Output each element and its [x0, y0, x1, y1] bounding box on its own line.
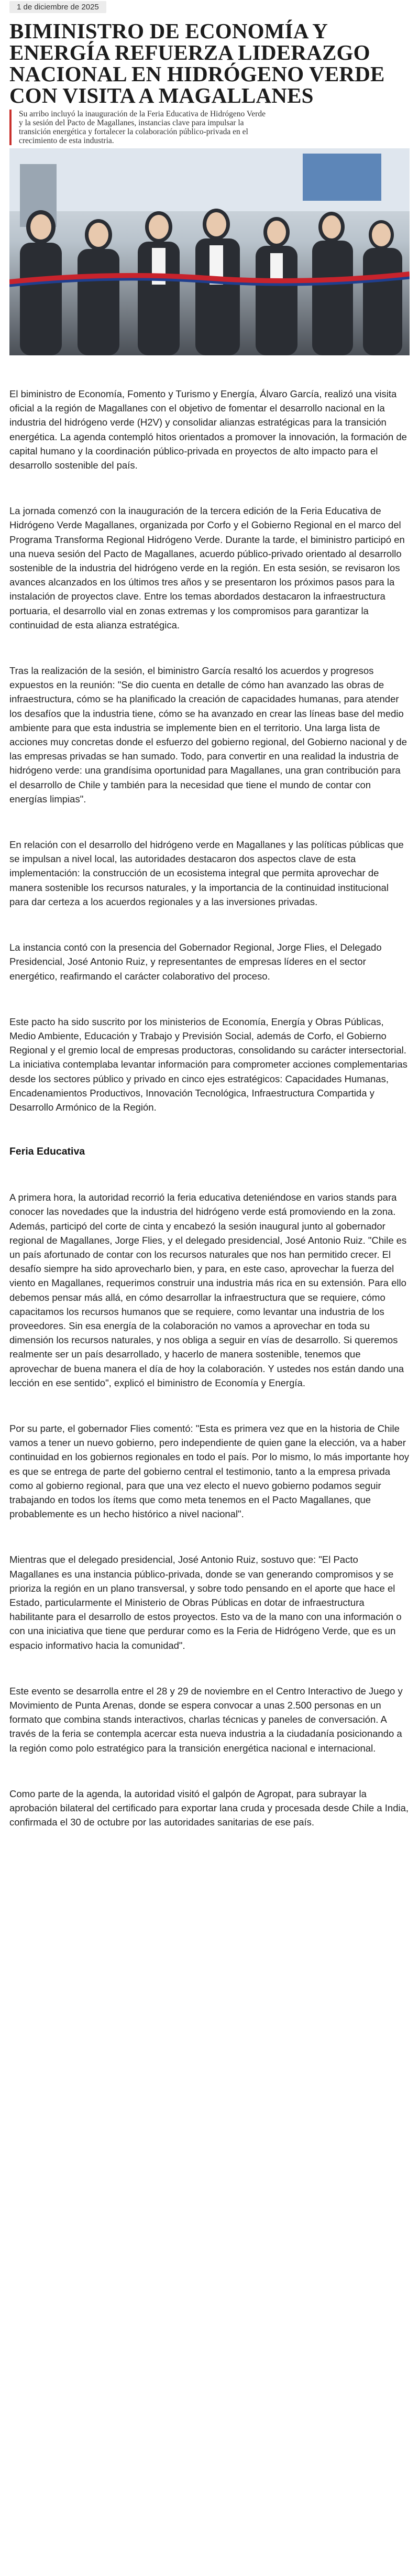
article-headline: BIMINISTRO DE ECONOMÍA Y ENERGÍA REFUERZA LIDERAZGO NACIONAL EN HIDRÓGENO VERDE CON VISITA A MAGALLANES	[9, 19, 385, 107]
article-lead: Su arribo incluyó la inauguración de la Feria Educativa de Hidrógeno Verde y la sesión del Pacto de Magallanes, instancias clave para impulsar la transición energética y fortalecer la colaboración público-privada en el crecimiento de esta industria.	[9, 110, 267, 145]
paragraph: A primera hora, la autoridad recorrió la feria educativa deteniéndose en varios stands para conocer las novedades que la industria del hidrógeno verde está promoviendo en la zona. Además, participó del corte de cinta y encabezó la sesión inaugural junto al gobernador regional de Magallanes, Jorge Flies, y el delegado presidencial, José Antonio Ruiz. "Chile es un país afortunado de contar con los recursos naturales que nos han permitido crecer. El desafío siempre ha sido aprovecharlo bien, y para, en este caso, aprovechar la fuerza del viento en Magallanes, requerimos construir una industria más rica en su extensión. Para ello debemos pensar más allá, en cómo desarrollar la infraestructura que se requiere, cómo capacitamos los recursos humanos que se requiere, como levantar una industria de los proveedores. Sin esa energía de la colaboración no vamos a aprovechar en toda su dimensión los recursos naturales, y nos obliga a seguir en vías de desarrollo. Si queremos realmente ser un país desarrollado, y hacerlo de manera sostenible, tenemos que aprovechar de buena manera el día de hoy la colaboración. Y ustedes nos están dando una lección en ese sentido", explicó el biministro de Economía y Energía.	[9, 1192, 407, 1388]
article-body	[9, 387, 410, 1829]
paragraph: Mientras que el delegado presidencial, José Antonio Ruiz, sostuvo que: "El Pacto Magallanes es una instancia público-privada, donde se van generando compromisos y se prioriza la región en un plano transversal, y sobre todo pensando en el aporte que hace el Estado, particularmente el Ministerio de Obras Públicas en dotar de infraestructura habilitante para el desarrollo de estos proyectos. Esto va de la mano con una información o con una iniciativa que tiene que perdurar como es la Feria de Hidrógeno Verde, que es un espacio informativo hacia la comunidad".	[9, 1554, 402, 1651]
paragraph: La instancia contó con la presencia del Gobernador Regional, Jorge Flies, el Delegado Presidencial, José Antonio Ruiz, y representantes de empresas líderes en el sector energético, reafirmando el carácter colaborativo del proceso.	[9, 942, 382, 982]
paragraph: Tras la realización de la sesión, el biministro García resaltó los acuerdos y progresos expuestos en la reunión: "Se dio cuenta en detalle de cómo han avanzado las obras de infraestructura, cómo se ha planificado la creación de capacidades humanas, para atender los desafíos que la industria tiene, cómo se ha avanzado en crear las líneas base del medio ambiente para que esta industria se implemente bien en el territorio. Una larga lista de acciones muy concretas donde el esfuerzo del gobierno regional, del Gobierno nacional y de las empresas privadas se han sumado. Todo, para convertir en una realidad la industria de hidrógeno verde: una grandísima oportunidad para Magallanes, una gran contribución para el desarrollo de Chile y también para la necesidad que tiene el mundo de contar con energías limpias".	[9, 665, 407, 805]
section-heading: Feria Educativa	[9, 1146, 85, 1158]
paragraph: La jornada comenzó con la inauguración de la tercera edición de la Feria Educativa de Hidrógeno Verde Magallanes, organizada por Corfo y el Gobierno Regional en el marco del Programa Transforma Regional Hidrógeno Verde. Durante la tarde, el biministro participó en una nueva sesión del Pacto de Magallanes, acuerdo público-privado orientado al desarrollo sostenible de la industria del hidrógeno verde en la región. En esta sesión, se revisaron los avances alcanzados en los últimos tres años y se presentaron los próximos pasos para la instalación de proyectos clave. Entre los temas abordados destacaron la infraestructura portuaria, el desarrollo vial en zonas extremas y los compromisos para garantizar la continuidad de esta alianza estratégica.	[9, 505, 405, 631]
paragraph: Este evento se desarrolla entre el 28 y 29 de noviembre en el Centro Interactivo de Juego y Movimiento de Punta Arenas, donde se espera convocar a unas 2.500 personas en un formato que combina stands interactivos, charlas técnicas y paneles de conversación. A través de la feria se contempla acercar esta nueva industria a la ciudadanía posicionando a la región como polo estratégico para la transición energética nacional e internacional.	[9, 1685, 403, 1754]
date-badge: 1 de diciembre de 2025	[9, 1, 106, 13]
paragraph: Por su parte, el gobernador Flies comentó: "Esta es primera vez que en la historia de Chile vamos a tener un nuevo gobierno, pero independiente de quien gane la elección, va a haber continuidad en los gobiernos regionales en todo el país. Por lo mismo, lo más importante hoy es que se entrega de parte del gobierno central el testimonio, tanto a la empresa privada como al gobierno regional, para que una vez electo el nuevo gobierno podamos seguir trabajando en todos los ítems que como meta tenemos en el Pacto Magallanes, que probablemente es un hecho histórico a nivel nacional".	[9, 1422, 410, 1520]
paragraph: El biministro de Economía, Fomento y Turismo y Energía, Álvaro García, realizó una visita oficial a la región de Magallanes con el objetivo de fomentar el desarrollo nacional en la industria del hidrógeno verde (H2V) y consolidar alianzas estratégicas para la transición energética. La agenda contempló hitos orientados a promover la innovación, la formación de capital humano y la coordinación público-privada en proyectos de alto impacto para el desarrollo sostenible del país.	[9, 388, 407, 471]
paragraph: En relación con el desarrollo del hidrógeno verde en Magallanes y las políticas públicas que se impulsan a nivel local, las autoridades destacaron dos aspectos clave de esta implementación: la construcción de un ecosistema integral que permita aprovechar de manera sostenible los recursos naturales, y la importancia de la continuidad institucional para dar certeza a los acuerdos regionales y a las inversiones privadas.	[9, 839, 404, 907]
paragraph: Como parte de la agenda, la autoridad visitó el galpón de Agropat, para subrayar la aprobación bilateral del certificado para exportar lana cruda y procesada desde Chile a India, confirmada el 30 de octubre por las autoridades sanitarias de ese país.	[9, 1788, 409, 1828]
paragraph: Este pacto ha sido suscrito por los ministerios de Economía, Energía y Obras Públicas, Medio Ambiente, Educación y Trabajo y Previsión Social, además de Corfo, el Gobierno Regional y el gremio local de empresas productoras, consolidando su carácter intersectorial. La iniciativa contemplaba levantar información para comprometer acciones complementarias desde los sectores público y privado en cinco ejes estratégicos: Capacidades Humanas, Encadenamientos Productivos, Innovación Tecnológica, Infraestructura Compartida y Desarrollo Armónico de la Región.	[9, 1016, 407, 1113]
article-photo	[9, 148, 410, 355]
ribbon-cutting-photo	[9, 148, 410, 355]
